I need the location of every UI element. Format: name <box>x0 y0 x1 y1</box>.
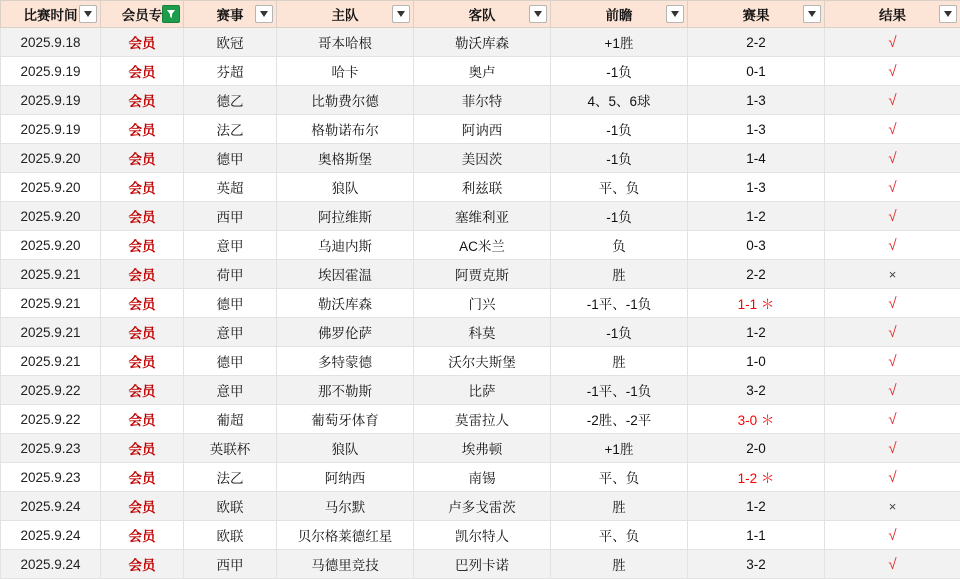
cell-league: 德甲 <box>184 289 277 318</box>
cell-score: 1-0 <box>688 347 825 376</box>
cell-vip-badge: 会员 <box>101 28 184 57</box>
cell-result <box>825 347 960 376</box>
chevron-down-icon[interactable] <box>79 5 97 23</box>
cell-result <box>825 550 960 579</box>
column-header-match-time <box>1 1 101 28</box>
cell-away-team: 凯尔特人 <box>414 521 551 550</box>
header-row <box>1 1 960 28</box>
cell-match-time: 2025.9.22 <box>1 376 101 405</box>
cell-home-team: 阿纳西 <box>277 463 414 492</box>
cell-match-time: 2025.9.22 <box>1 405 101 434</box>
cell-vip-badge: 会员 <box>101 115 184 144</box>
cell-league: 葡超 <box>184 405 277 434</box>
cell-result <box>825 144 960 173</box>
cell-home-team: 马德里竞技 <box>277 550 414 579</box>
cell-vip-badge: 会员 <box>101 463 184 492</box>
cell-result <box>825 260 960 289</box>
cell-league: 法乙 <box>184 115 277 144</box>
cell-score: 2-0 <box>688 434 825 463</box>
cell-result <box>825 231 960 260</box>
column-header-label: 赛果 <box>743 4 770 24</box>
table-row <box>1 550 960 579</box>
cell-result <box>825 521 960 550</box>
cell-vip-badge: 会员 <box>101 405 184 434</box>
cell-league: 荷甲 <box>184 260 277 289</box>
column-header-vip-column <box>101 1 184 28</box>
cell-preview: -2胜、-2平 <box>551 405 688 434</box>
cell-away-team: 门兴 <box>414 289 551 318</box>
check-icon: √ <box>888 411 896 428</box>
table-row <box>1 347 960 376</box>
cell-league: 英联杯 <box>184 434 277 463</box>
cell-score: 1-3 <box>688 115 825 144</box>
check-icon: √ <box>888 179 896 196</box>
cell-vip-badge: 会员 <box>101 173 184 202</box>
cell-result <box>825 405 960 434</box>
cell-away-team: 美因茨 <box>414 144 551 173</box>
cell-preview: -1平、-1负 <box>551 376 688 405</box>
cell-result <box>825 434 960 463</box>
cell-away-team: 南锡 <box>414 463 551 492</box>
cell-match-time: 2025.9.21 <box>1 318 101 347</box>
cell-score: 0-3 <box>688 231 825 260</box>
cell-away-team: 勒沃库森 <box>414 28 551 57</box>
cell-vip-badge: 会员 <box>101 376 184 405</box>
cell-preview: 平、负 <box>551 463 688 492</box>
cell-away-team: 奥卢 <box>414 57 551 86</box>
check-icon: √ <box>888 324 896 341</box>
cell-vip-badge: 会员 <box>101 550 184 579</box>
cell-match-time: 2025.9.20 <box>1 173 101 202</box>
table-row <box>1 521 960 550</box>
cross-icon: × <box>889 499 897 514</box>
table-header <box>1 1 960 28</box>
cell-away-team: 卢多戈雷茨 <box>414 492 551 521</box>
cell-league: 欧冠 <box>184 28 277 57</box>
cell-home-team: 多特蒙德 <box>277 347 414 376</box>
cell-match-time: 2025.9.21 <box>1 289 101 318</box>
cell-preview: +1胜 <box>551 28 688 57</box>
cell-league: 意甲 <box>184 231 277 260</box>
cell-match-time: 2025.9.23 <box>1 463 101 492</box>
table-row <box>1 115 960 144</box>
cell-league: 欧联 <box>184 521 277 550</box>
cell-match-time: 2025.9.21 <box>1 260 101 289</box>
cell-away-team: 莫雷拉人 <box>414 405 551 434</box>
check-icon: √ <box>888 34 896 51</box>
cell-league: 德乙 <box>184 86 277 115</box>
column-header-label: 前瞻 <box>606 4 633 24</box>
cell-match-time: 2025.9.21 <box>1 347 101 376</box>
check-icon: √ <box>888 208 896 225</box>
column-header-label: 主队 <box>332 4 359 24</box>
cell-league: 法乙 <box>184 463 277 492</box>
cross-icon: × <box>889 267 897 282</box>
cell-league: 意甲 <box>184 376 277 405</box>
column-header-home-team <box>277 1 414 28</box>
cell-match-time: 2025.9.20 <box>1 231 101 260</box>
chevron-down-icon[interactable] <box>529 5 547 23</box>
cell-home-team: 奥格斯堡 <box>277 144 414 173</box>
chevron-down-icon[interactable] <box>939 5 957 23</box>
cell-score: 1-1 ＊ <box>688 289 825 318</box>
cell-league: 意甲 <box>184 318 277 347</box>
chevron-down-icon[interactable] <box>392 5 410 23</box>
cell-home-team: 比勒费尔德 <box>277 86 414 115</box>
cell-away-team: 科莫 <box>414 318 551 347</box>
column-header-score <box>688 1 825 28</box>
cell-league: 芬超 <box>184 57 277 86</box>
cell-score: 1-3 <box>688 173 825 202</box>
table-row <box>1 57 960 86</box>
column-header-label: 比赛时间 <box>24 4 78 24</box>
column-header-label: 客队 <box>469 4 496 24</box>
cell-league: 西甲 <box>184 550 277 579</box>
cell-preview: 平、负 <box>551 521 688 550</box>
cell-result <box>825 28 960 57</box>
cell-score: 3-2 <box>688 376 825 405</box>
cell-result <box>825 173 960 202</box>
cell-home-team: 狼队 <box>277 434 414 463</box>
cell-away-team: 阿讷西 <box>414 115 551 144</box>
cell-score: 1-2 <box>688 492 825 521</box>
cell-home-team: 哈卡 <box>277 57 414 86</box>
cell-vip-badge: 会员 <box>101 434 184 463</box>
cell-score: 2-2 <box>688 28 825 57</box>
cell-vip-badge: 会员 <box>101 521 184 550</box>
cell-result <box>825 115 960 144</box>
cell-league: 西甲 <box>184 202 277 231</box>
cell-home-team: 乌迪内斯 <box>277 231 414 260</box>
check-icon: √ <box>888 63 896 80</box>
table-row <box>1 144 960 173</box>
cell-home-team: 佛罗伦萨 <box>277 318 414 347</box>
cell-away-team: 利兹联 <box>414 173 551 202</box>
column-header-label: 结果 <box>879 4 906 24</box>
table-row <box>1 492 960 521</box>
check-icon: √ <box>888 556 896 573</box>
cell-score: 3-2 <box>688 550 825 579</box>
cell-home-team: 哥本哈根 <box>277 28 414 57</box>
check-icon: √ <box>888 295 896 312</box>
check-icon: √ <box>888 527 896 544</box>
cell-match-time: 2025.9.18 <box>1 28 101 57</box>
cell-vip-badge: 会员 <box>101 144 184 173</box>
cell-score: 2-2 <box>688 260 825 289</box>
cell-home-team: 阿拉维斯 <box>277 202 414 231</box>
cell-preview: 胜 <box>551 550 688 579</box>
table-row <box>1 86 960 115</box>
cell-result <box>825 376 960 405</box>
cell-preview: -1负 <box>551 144 688 173</box>
cell-preview: -1负 <box>551 57 688 86</box>
cell-vip-badge: 会员 <box>101 289 184 318</box>
check-icon: √ <box>888 150 896 167</box>
cell-score: 0-1 <box>688 57 825 86</box>
cell-home-team: 格勒诺布尔 <box>277 115 414 144</box>
cell-home-team: 埃因霍温 <box>277 260 414 289</box>
cell-score: 1-2 <box>688 318 825 347</box>
cell-preview: -1平、-1负 <box>551 289 688 318</box>
column-header-league <box>184 1 277 28</box>
check-icon: √ <box>888 469 896 486</box>
cell-away-team: 阿贾克斯 <box>414 260 551 289</box>
cell-score: 1-1 <box>688 521 825 550</box>
cell-home-team: 狼队 <box>277 173 414 202</box>
cell-league: 德甲 <box>184 347 277 376</box>
cell-away-team: 巴列卡诺 <box>414 550 551 579</box>
check-icon: √ <box>888 121 896 138</box>
check-icon: √ <box>888 92 896 109</box>
chevron-down-icon[interactable] <box>666 5 684 23</box>
cell-home-team: 那不勒斯 <box>277 376 414 405</box>
column-header-result <box>825 1 960 28</box>
cell-home-team: 葡萄牙体育 <box>277 405 414 434</box>
cell-match-time: 2025.9.19 <box>1 86 101 115</box>
cell-vip-badge: 会员 <box>101 492 184 521</box>
cell-preview: -1负 <box>551 318 688 347</box>
cell-league: 欧联 <box>184 492 277 521</box>
table-row <box>1 28 960 57</box>
cell-score: 1-3 <box>688 86 825 115</box>
cell-result <box>825 86 960 115</box>
cell-result <box>825 289 960 318</box>
check-icon: √ <box>888 237 896 254</box>
table-body <box>1 28 960 579</box>
cell-match-time: 2025.9.23 <box>1 434 101 463</box>
cell-score: 1-2 <box>688 202 825 231</box>
cell-score: 3-0 ＊ <box>688 405 825 434</box>
cell-match-time: 2025.9.20 <box>1 144 101 173</box>
cell-match-time: 2025.9.24 <box>1 492 101 521</box>
cell-preview: 平、负 <box>551 173 688 202</box>
cell-home-team: 贝尔格莱德红星 <box>277 521 414 550</box>
cell-result <box>825 463 960 492</box>
cell-preview: -1负 <box>551 115 688 144</box>
table-row <box>1 173 960 202</box>
cell-away-team: 塞维利亚 <box>414 202 551 231</box>
table-row <box>1 231 960 260</box>
table-row <box>1 376 960 405</box>
chevron-down-icon[interactable] <box>255 5 273 23</box>
cell-league: 德甲 <box>184 144 277 173</box>
column-header-label: 会员专 <box>122 4 163 24</box>
cell-preview: 胜 <box>551 260 688 289</box>
cell-home-team: 勒沃库森 <box>277 289 414 318</box>
cell-preview: 胜 <box>551 347 688 376</box>
cell-vip-badge: 会员 <box>101 57 184 86</box>
check-icon: √ <box>888 353 896 370</box>
cell-vip-badge: 会员 <box>101 86 184 115</box>
cell-preview: +1胜 <box>551 434 688 463</box>
cell-away-team: 埃弗顿 <box>414 434 551 463</box>
cell-away-team: AC米兰 <box>414 231 551 260</box>
cell-match-time: 2025.9.24 <box>1 521 101 550</box>
cell-away-team: 菲尔特 <box>414 86 551 115</box>
column-header-away-team <box>414 1 551 28</box>
cell-score: 1-4 <box>688 144 825 173</box>
column-header-label: 赛事 <box>217 4 244 24</box>
cell-score: 1-2 ＊ <box>688 463 825 492</box>
cell-preview: 胜 <box>551 492 688 521</box>
cell-preview: 负 <box>551 231 688 260</box>
cell-away-team: 比萨 <box>414 376 551 405</box>
table-row <box>1 405 960 434</box>
cell-vip-badge: 会员 <box>101 202 184 231</box>
cell-match-time: 2025.9.19 <box>1 115 101 144</box>
table-row <box>1 260 960 289</box>
cell-match-time: 2025.9.20 <box>1 202 101 231</box>
cell-vip-badge: 会员 <box>101 260 184 289</box>
cell-match-time: 2025.9.24 <box>1 550 101 579</box>
cell-match-time: 2025.9.19 <box>1 57 101 86</box>
cell-result <box>825 57 960 86</box>
table-row <box>1 318 960 347</box>
cell-preview: 4、5、6球 <box>551 86 688 115</box>
cell-vip-badge: 会员 <box>101 231 184 260</box>
table-row <box>1 202 960 231</box>
cell-preview: -1负 <box>551 202 688 231</box>
cell-result <box>825 318 960 347</box>
check-icon: √ <box>888 440 896 457</box>
chevron-down-icon[interactable] <box>803 5 821 23</box>
cell-league: 英超 <box>184 173 277 202</box>
column-header-preview <box>551 1 688 28</box>
table-row <box>1 289 960 318</box>
cell-away-team: 沃尔夫斯堡 <box>414 347 551 376</box>
table-row <box>1 463 960 492</box>
table-row <box>1 434 960 463</box>
cell-vip-badge: 会员 <box>101 347 184 376</box>
check-icon: √ <box>888 382 896 399</box>
cell-home-team: 马尔默 <box>277 492 414 521</box>
cell-result <box>825 492 960 521</box>
cell-vip-badge: 会员 <box>101 318 184 347</box>
filter-active-icon[interactable] <box>162 5 180 23</box>
cell-result <box>825 202 960 231</box>
